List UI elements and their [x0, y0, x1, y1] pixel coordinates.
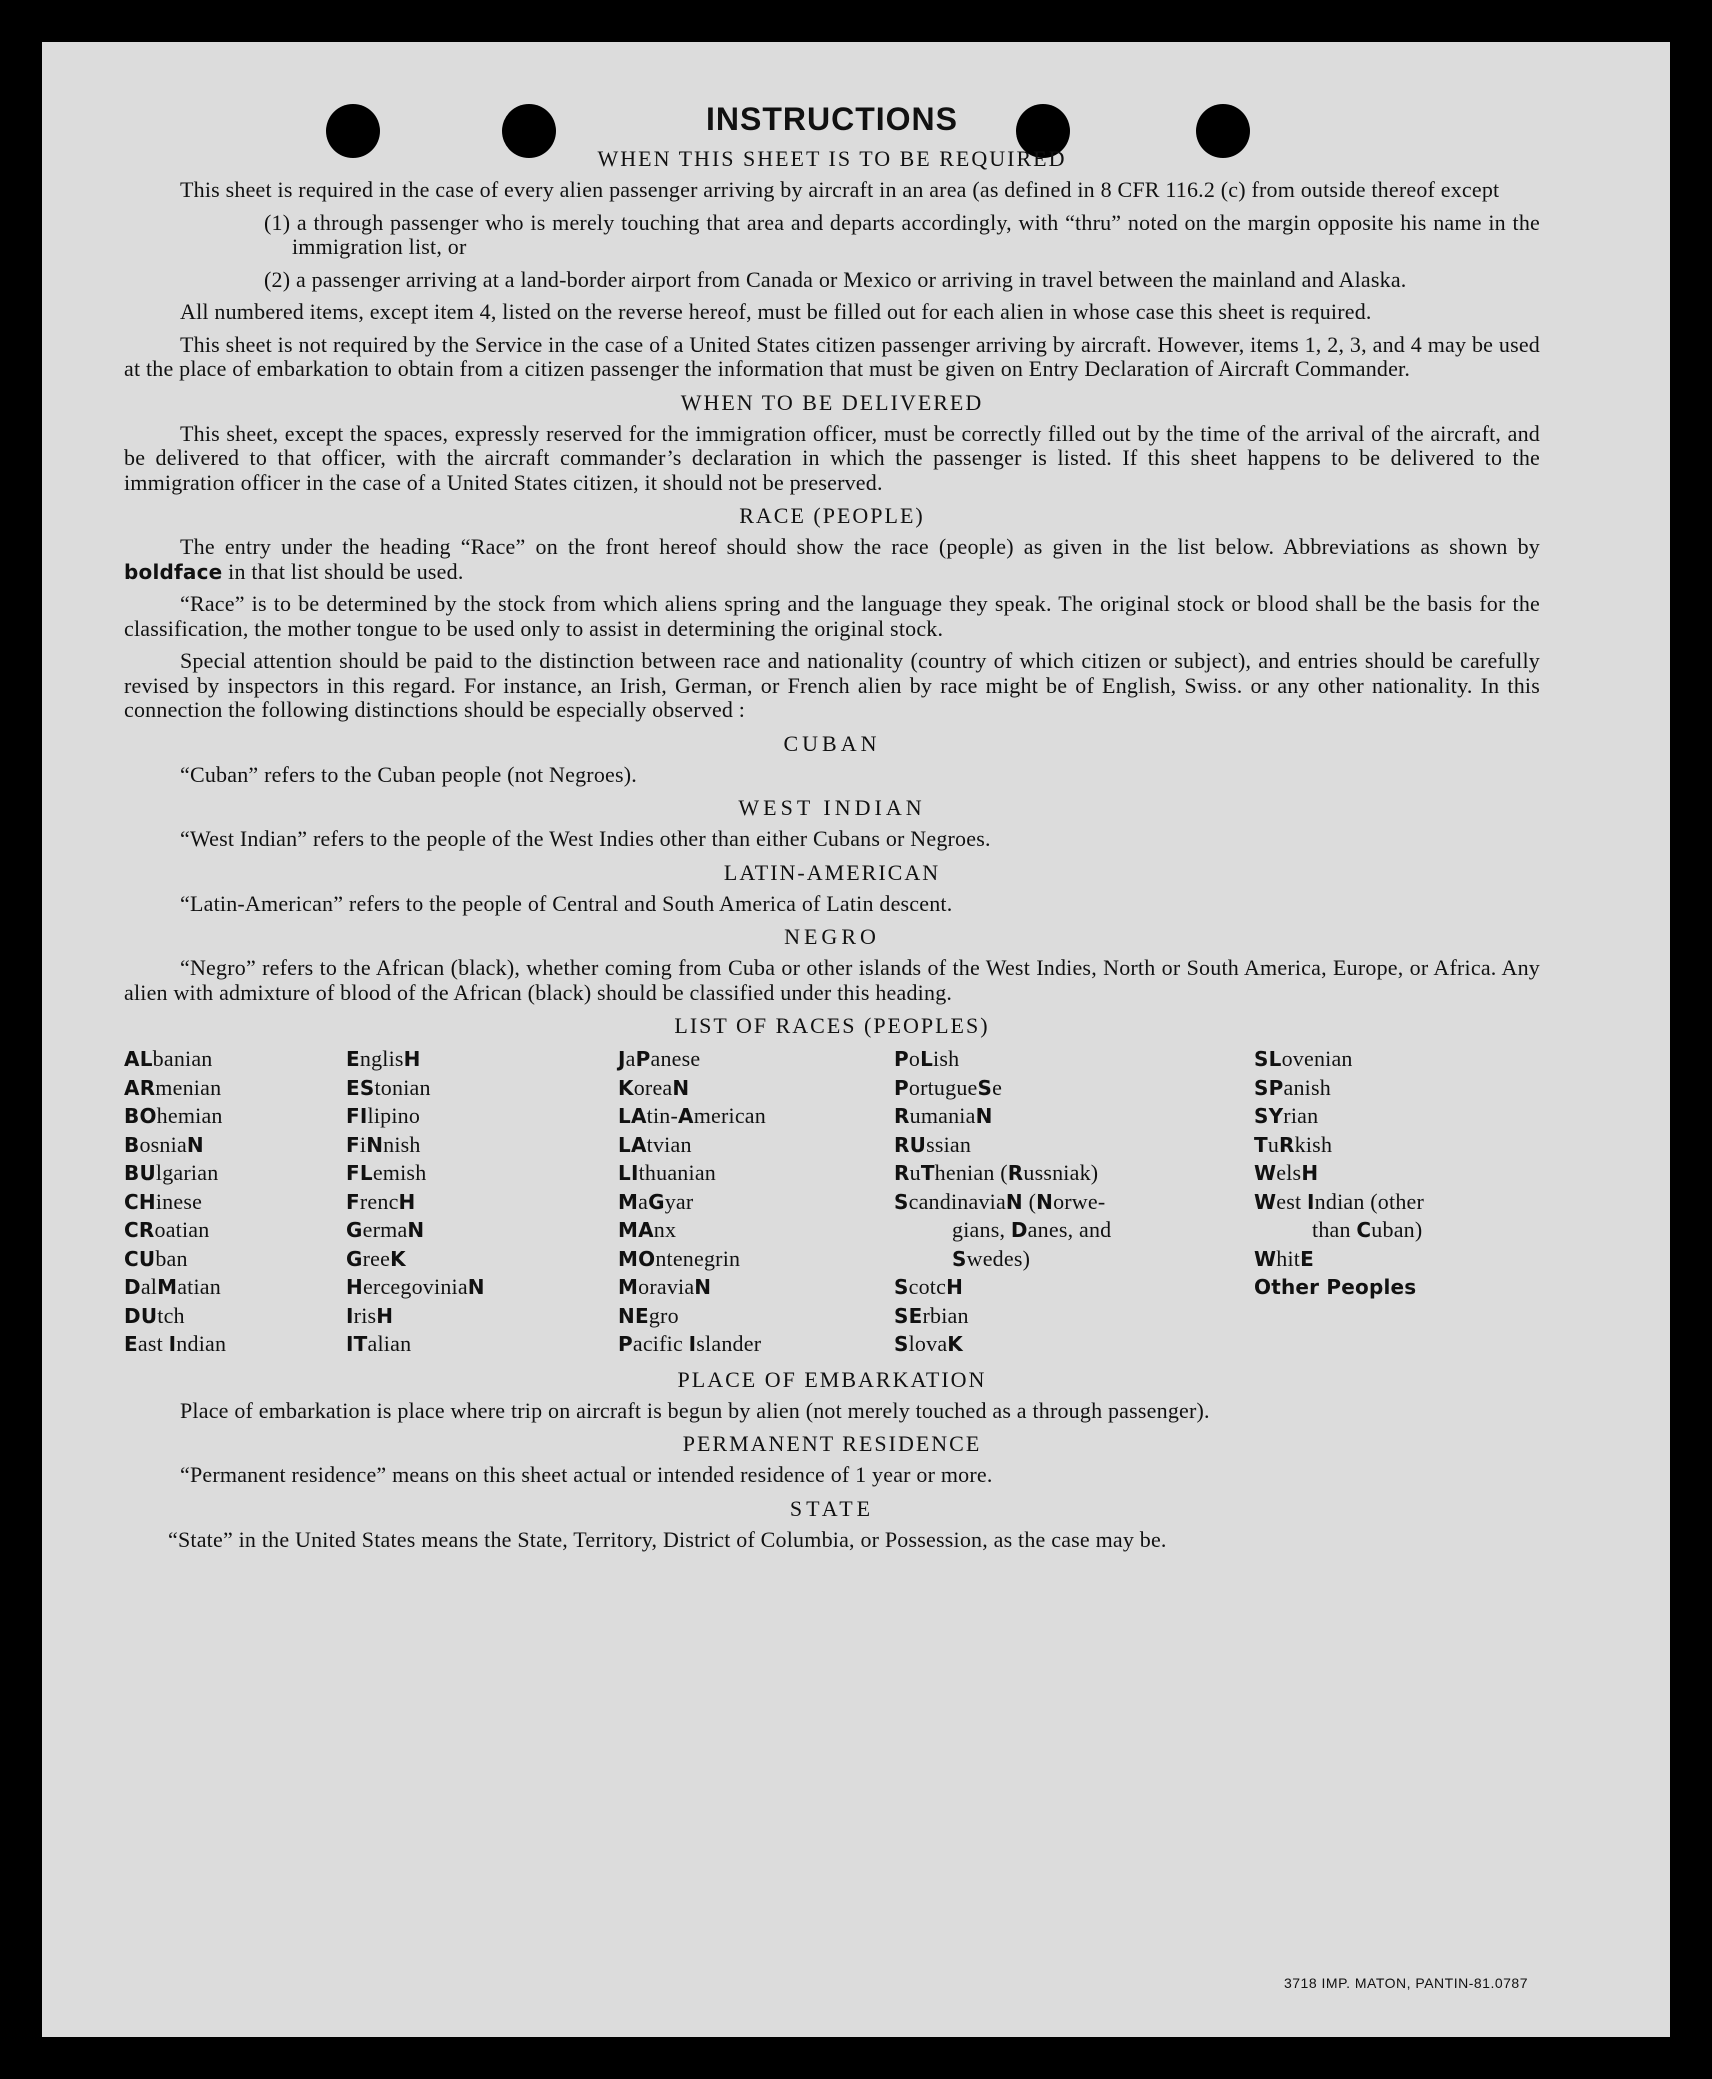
race-entry: SErbian	[894, 1302, 969, 1328]
required-intro: This sheet is required in the case of every alien passenger arriving by aircraft in an area (as defined in 8 CFR 116.2 (c) from outside thereof except	[180, 177, 1500, 202]
race-entry: MAnx	[618, 1217, 677, 1242]
race-entry: ScandinaviaN (Norwe-	[894, 1188, 1106, 1214]
race-entry: FiNnish	[346, 1131, 421, 1157]
race-entry: FLemish	[346, 1160, 427, 1185]
race-entry: SlovaK	[894, 1331, 963, 1356]
race-entry: MoraviaN	[618, 1274, 712, 1299]
races-list	[124, 1045, 1540, 1359]
latin-american-text: “Latin-American” refers to the people of Central and South America of Latin descent.	[180, 890, 953, 916]
race-entry: ITalian	[346, 1331, 412, 1356]
race-entry: RUssian	[894, 1131, 972, 1157]
heading-cuban: CUBAN	[783, 730, 881, 756]
race-entry: LAtvian	[618, 1131, 692, 1157]
race-entry: LAtin-American	[618, 1103, 766, 1128]
race-entry: than Cuban)	[1312, 1217, 1423, 1242]
race-entry: CHinese	[124, 1188, 203, 1214]
race-entry: WhitE	[1254, 1245, 1314, 1271]
race-entry: DalMatian	[124, 1274, 221, 1299]
numbered-items-paragraph: All numbered items, except item 4, listed on the reverse hereof, must be filled out for each alien in whose case this sheet is required.	[180, 299, 1372, 324]
race-entry: EnglisH	[346, 1046, 421, 1071]
race-entry: FIlipino	[346, 1103, 421, 1128]
heading-residence: PERMANENT RESIDENCE	[682, 1431, 982, 1456]
race-p1-end: in that list should be used.	[222, 558, 464, 584]
race-entry: HercegoviniaN	[346, 1274, 485, 1299]
heading-required: WHEN THIS SHEET IS TO BE REQUIRED	[597, 146, 1067, 171]
race-entry: DUtch	[124, 1302, 185, 1328]
race-entry: NEgro	[618, 1302, 679, 1328]
race-entry: JaPanese	[618, 1046, 701, 1071]
race-entry: PoLish	[894, 1046, 960, 1071]
races-column	[618, 1045, 894, 1359]
heading-race: RACE (PEOPLE)	[739, 503, 925, 528]
print-code: 3718 IMP. MATON, PANTIN-81.0787	[1283, 1975, 1528, 1991]
race-entry: IrisH	[346, 1302, 394, 1328]
race-entry: MOntenegrin	[618, 1245, 741, 1271]
race-entry: Swedes)	[952, 1245, 1031, 1271]
race-entry: RumaniaN	[894, 1103, 993, 1128]
race-entry: LIthuanian	[618, 1160, 716, 1185]
race-entry: ScotcH	[894, 1274, 964, 1299]
race-entry: GreeK	[346, 1245, 406, 1271]
state-text: “State” in the United States means the State, Territory, District of Columbia, or Possession, as the case may be.	[168, 1526, 1167, 1552]
heading-negro: NEGRO	[784, 924, 880, 949]
negro-text: “Negro” refers to the African (black), whether coming from Cuba or other islands of the West Indies, North or South America, Europe, or Africa. Any alien with admixture of blood of the African (black) should be classified under this heading.	[124, 955, 1540, 1005]
race-entry: Other Peoples	[1254, 1275, 1417, 1299]
cuban-text: “Cuban” refers to the Cuban people (not Negroes).	[180, 761, 637, 787]
race-entry: SLovenian	[1254, 1046, 1353, 1071]
race-entry: KoreaN	[618, 1074, 690, 1100]
race-entry: FrencH	[346, 1188, 416, 1214]
race-entry: ALbanian	[124, 1046, 213, 1071]
boldface-word: boldface	[124, 559, 223, 584]
race-entry: gians, Danes, and	[952, 1217, 1112, 1242]
race-entry: BUlgarian	[124, 1160, 219, 1185]
heading-delivered: WHEN TO BE DELIVERED	[680, 389, 984, 415]
heading-latin-american: LATIN-AMERICAN	[723, 859, 941, 885]
race-entry: SPanish	[1254, 1074, 1331, 1100]
race-entry: BosniaN	[124, 1131, 204, 1157]
heading-state: STATE	[789, 1495, 875, 1521]
west-indian-text: “West Indian” refers to the people of the West Indies other than either Cubans or Negroes.	[180, 826, 991, 851]
race-entry: PortugueSe	[894, 1074, 1003, 1100]
race-entry: CUban	[124, 1245, 188, 1271]
race-paragraph-3: Special attention should be paid to the distinction between race and nationality (country of which citizen or subject), and entries should be carefully revised by inspectors in this regard. For instance, an Irish, German, or French alien by race might be of English, Swiss. or any other nationality. In this connection the following distinctions should be especially observed :	[124, 648, 1540, 722]
race-entry: East Indian	[124, 1331, 227, 1356]
page-title: INSTRUCTIONS	[706, 101, 958, 137]
required-item-1: (1) a through passenger who is merely touching that area and departs accordingly, with “thru” noted on the margin opposite his name in the immigration list, or	[264, 209, 1540, 259]
heading-embarkation: PLACE OF EMBARKATION	[677, 1366, 987, 1392]
race-paragraph-2: “Race” is to be determined by the stock from which aliens spring and the language they speak. The original stock or blood shall be the basis for the classification, the mother tongue to be used only to assist in determining the original stock.	[124, 591, 1540, 641]
race-entry: MaGyar	[618, 1188, 694, 1214]
race-entry: West Indian (other	[1254, 1188, 1425, 1214]
race-entry: SYrian	[1254, 1103, 1319, 1128]
instructions-content	[124, 100, 1540, 1560]
race-p1-text: The entry under the heading “Race” on the front hereof should show the race (people) as given in the list below. Abbreviations as shown by	[180, 534, 1540, 559]
race-entry: ARmenian	[124, 1074, 222, 1100]
delivered-paragraph: This sheet, except the spaces, expressly reserved for the immigration officer, must be correctly filled out by the time of the arrival of the aircraft, and be delivered to that officer, with the aircraft commander’s declaration in which the passenger is listed. If this sheet happens to be delivered to the immigration officer in the case of a United States citizen, it should not be preserved.	[124, 420, 1540, 495]
race-entry: EStonian	[346, 1074, 431, 1100]
citizen-paragraph: This sheet is not required by the Service in the case of a United States citizen passenger arriving by aircraft. However, items 1, 2, 3, and 4 may be used at the place of embarkation to obtain from a citizen passenger the information that must be given on Entry Declaration of Aircraft Commander.	[124, 331, 1540, 381]
races-column	[894, 1045, 1254, 1359]
heading-west-indian: WEST INDIAN	[738, 795, 926, 820]
race-entry: WelsH	[1254, 1160, 1319, 1185]
embarkation-text: Place of embarkation is place where trip on aircraft is begun by alien (not merely touched as a through passenger).	[180, 1397, 1210, 1423]
race-entry: GermaN	[346, 1217, 425, 1242]
races-column	[124, 1045, 346, 1359]
race-entry: Pacific Islander	[618, 1331, 762, 1356]
race-entry: CRoatian	[124, 1217, 210, 1242]
races-column	[346, 1045, 618, 1359]
race-entry: RuThenian (Russniak)	[894, 1160, 1099, 1185]
heading-list-of-races: LIST OF RACES (PEOPLES)	[674, 1013, 990, 1038]
required-item-2: (2) a passenger arriving at a land-border airport from Canada or Mexico or arriving in travel between the mainland and Alaska.	[264, 266, 1407, 292]
race-paragraph-1	[124, 535, 1540, 584]
races-column	[1254, 1045, 1540, 1359]
residence-text: “Permanent residence” means on this sheet actual or intended residence of 1 year or more.	[180, 1462, 993, 1487]
race-entry: BOhemian	[124, 1103, 223, 1128]
race-entry: TuRkish	[1254, 1131, 1333, 1157]
